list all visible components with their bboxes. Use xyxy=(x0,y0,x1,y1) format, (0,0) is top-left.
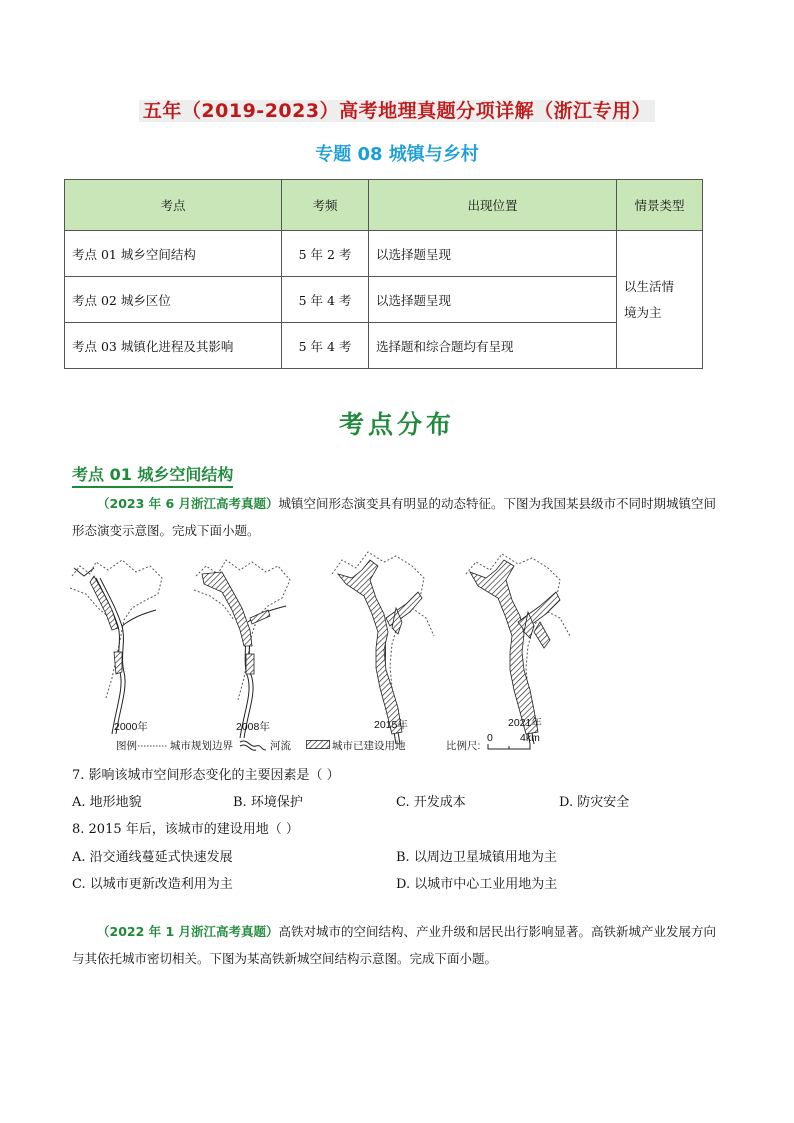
table-cell-freq: 5 年 2 考 xyxy=(282,231,369,277)
section-title: 考点分布 xyxy=(338,410,455,439)
river-legend-icon xyxy=(238,738,268,752)
legend-label: 图例 xyxy=(116,740,137,752)
question-source: （2022 年 1 月浙江高考真题） xyxy=(97,924,279,939)
map-2000 xyxy=(70,560,162,734)
q8-option-c[interactable]: C. 以城市更新改造利用为主 xyxy=(72,877,233,892)
table-header-cell: 考点 xyxy=(65,180,282,231)
table-cell-point: 考点 03 城镇化进程及其影响 xyxy=(65,323,282,369)
legend-boundary: 城市规划边界 xyxy=(170,740,233,752)
table-cell-point: 考点 01 城乡空间结构 xyxy=(65,231,282,277)
table-header-cell: 出现位置 xyxy=(369,180,617,231)
map-2015 xyxy=(332,552,434,744)
question-intro-1 xyxy=(72,490,724,544)
table-cell-position: 以选择题呈现 xyxy=(369,231,617,277)
scale-zero: 0 xyxy=(487,732,493,744)
q7-option-d[interactable]: D. 防灾安全 xyxy=(559,795,630,810)
built-legend-icon xyxy=(306,740,330,749)
year-label: 2008年 xyxy=(236,721,270,733)
table-cell-freq: 5 年 4 考 xyxy=(282,323,369,369)
summary-table xyxy=(64,179,703,369)
q8-option-d[interactable]: D. 以城市中心工业用地为主 xyxy=(396,877,558,892)
table-header-cell: 考频 xyxy=(282,180,369,231)
table-cell-position: 选择题和综合题均有呈现 xyxy=(369,323,617,369)
table-row xyxy=(65,277,703,323)
table-cell-freq: 5 年 4 考 xyxy=(282,277,369,323)
q7-option-b[interactable]: B. 环境保护 xyxy=(233,795,303,810)
map-2008 xyxy=(194,560,290,738)
question-text: 高铁对城市的空间结构、产业升级和居民出行影响显著。高铁新城产业发展方向与其依托城市密切相关。下图为某高铁新城空间结构示意图。完成下面小题。 xyxy=(72,924,717,966)
table-row xyxy=(65,323,703,369)
table-cell-point: 考点 02 城乡区位 xyxy=(65,277,282,323)
kp1-heading: 考点 01 城乡空间结构 xyxy=(72,462,233,488)
question-text: 城镇空间形态演变具有明显的动态特征。下图为我国某县级市不同时期城镇空间形态演变示意图。完成下面小题。 xyxy=(72,496,717,538)
q7-option-c[interactable]: C. 开发成本 xyxy=(396,795,466,810)
scale-four: 4km xyxy=(520,732,540,744)
table-header-row xyxy=(65,180,703,231)
year-label: 2015年 xyxy=(374,719,408,731)
q8-option-a[interactable]: A. 沿交通线蔓延式快速发展 xyxy=(72,850,233,865)
table-row xyxy=(65,231,703,277)
question-8-stem: 8. 2015 年后，该城市的建设用地（ ） xyxy=(72,822,299,837)
table-cell-scenario: 以生活情境为主 xyxy=(617,231,703,369)
document-title: 五年（2019-2023）高考地理真题分项详解（浙江专用） xyxy=(0,96,794,123)
legend-river: 河流 xyxy=(270,740,291,752)
scale-label: 比例尺: xyxy=(446,740,481,752)
year-label: 2000年 xyxy=(114,721,148,733)
table-cell-position: 以选择题呈现 xyxy=(369,277,617,323)
legend-built: 城市已建设用地 xyxy=(332,740,406,752)
table-header-cell: 情景类型 xyxy=(617,180,703,231)
scale-bar xyxy=(487,744,531,750)
q8-option-b[interactable]: B. 以周边卫星城镇用地为主 xyxy=(396,850,557,865)
q7-option-a[interactable]: A. 地形地貌 xyxy=(72,795,142,810)
document-subtitle: 专题 08 城镇与乡村 xyxy=(315,144,479,165)
question-7-stem: 7. 影响该城市空间形态变化的主要因素是（ ） xyxy=(72,768,340,783)
boundary-legend-icon xyxy=(138,744,168,748)
question-source: （2023 年 6 月浙江高考真题） xyxy=(97,496,279,511)
question-intro-2 xyxy=(72,918,724,972)
year-label: 2021年 xyxy=(508,717,542,729)
